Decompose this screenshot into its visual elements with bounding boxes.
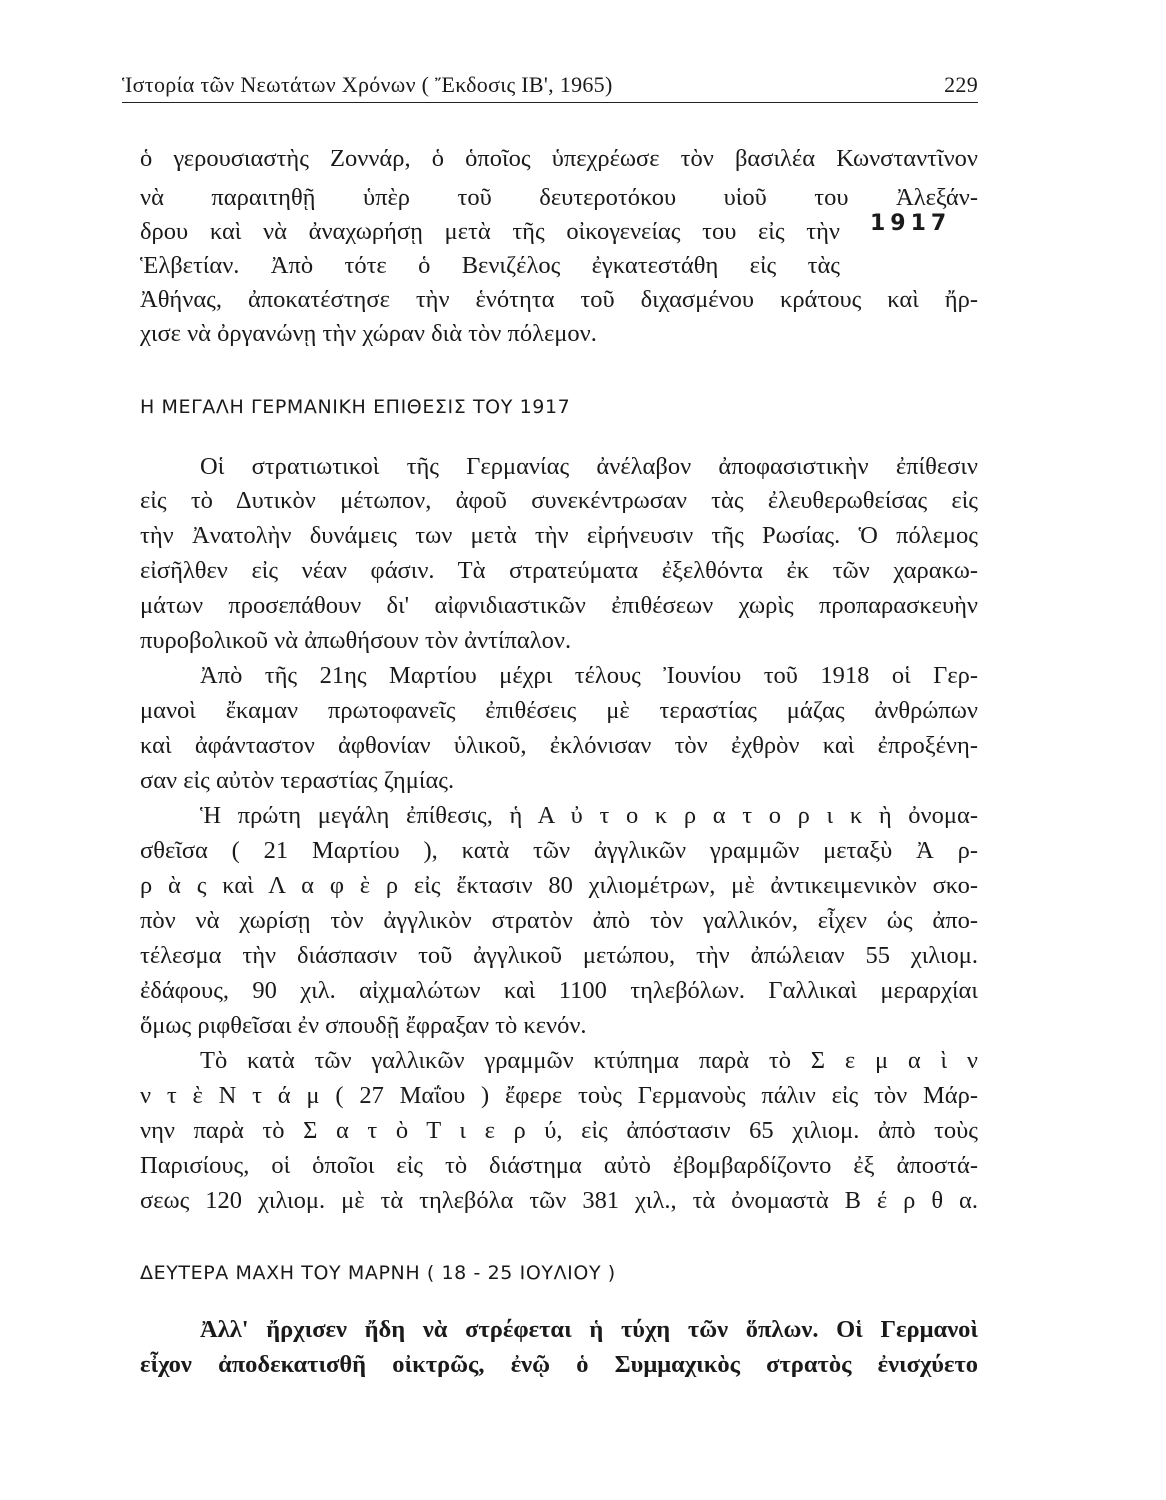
text-line: εἰς τὸ Δυτικὸν μέτωπον, ἀφοῦ συνεκέντρωσαν τὰς ἐλευθερωθείσας εἰς — [140, 487, 978, 514]
margin-year-note: 1917 — [870, 211, 952, 236]
text-line: εἰσῆλθεν εἰς νέαν φάσιν. Τὰ στρατεύματα ἐξελθόντα ἐκ τῶν χαρακω- — [140, 557, 978, 584]
text-line: Τὸ κατὰ τῶν γαλλικῶν γραμμῶν κτύπημα παρὰ τὸ Σ ε μ α ὶ ν — [200, 1047, 978, 1074]
text-line: μανοὶ ἔκαμαν πρωτοφανεῖς ἐπιθέσεις μὲ τεραστίας μάζας ἀνθρώπων — [140, 697, 978, 724]
text-line: Ἀθήνας, ἀποκατέστησε τὴν ἑνότητα τοῦ διχασμένου κράτους καὶ ἤρ- — [140, 286, 978, 313]
text-line: μάτων προσεπάθουν δι' αἰφνιδιαστικῶν ἐπιθέσεων χωρὶς προπαρασκευὴν — [140, 592, 978, 619]
text-line: πὸν νὰ χωρίσῃ τὸν ἀγγλικὸν στρατὸν ἀπὸ τὸν γαλλικόν, εἶχεν ὡς ἀπο- — [140, 907, 978, 934]
text-line: σαν εἰς αὐτὸν τεραστίας ζημίας. — [140, 767, 455, 794]
text-line: ὅμως ριφθεῖσαι ἐν σπουδῇ ἔφραξαν τὸ κενόν. — [140, 1012, 587, 1039]
running-header — [122, 72, 978, 106]
text-line: ἐδάφους, 90 χιλ. αἰχμαλώτων καὶ 1100 τηλεβόλων. Γαλλικαὶ μεραρχίαι — [140, 977, 978, 1004]
text-line: Ἑλβετίαν. Ἀπὸ τότε ὁ Βενιζέλος ἐγκατεστάθη εἰς τὰς — [140, 252, 840, 279]
text-line: ρ ὰ ς καὶ Λ α φ ὲ ρ εἰς ἔκτασιν 80 χιλιομέτρων, μὲ ἀντικειμενικὸν σκο- — [140, 872, 978, 899]
text-line: νην παρὰ τὸ Σ α τ ὸ Τ ι ε ρ ύ, εἰς ἀπόστασιν 65 χιλιομ. ἀπὸ τοὺς — [140, 1117, 978, 1144]
text-line: χισε νὰ ὀργανώνῃ τὴν χώραν διὰ τὸν πόλεμον. — [140, 320, 597, 347]
text-line: τέλεσμα τὴν διάσπασιν τοῦ ἀγγλικοῦ μετώπου, τὴν ἀπώλειαν 55 χιλιομ. — [140, 942, 978, 969]
text-line: ὁ γερουσιαστὴς Ζοννάρ, ὁ ὁποῖος ὑπεχρέωσε τὸν βασιλέα Κωνσταντῖνον — [140, 145, 978, 172]
text-line: νὰ παραιτηθῇ ὑπὲρ τοῦ δευτεροτόκου υἱοῦ του Ἀλεξάν- — [140, 184, 978, 211]
text-line: εἶχον ἀποδεκατισθῆ οἰκτρῶς, ἐνῷ ὁ Συμμαχικὸς στρατὸς ἐνισχύετο — [140, 1351, 978, 1378]
text-line: πυροβολικοῦ νὰ ἀπωθήσουν τὸν ἀντίπαλον. — [140, 627, 572, 654]
text-line: Παρισίους, οἱ ὁποῖοι εἰς τὸ διάστημα αὐτὸ ἐβομβαρδίζοντο ἐξ ἀποστά- — [140, 1152, 978, 1179]
text-line: Οἱ στρατιωτικοὶ τῆς Γερμανίας ἀνέλαβον ἀποφασιστικὴν ἐπίθεσιν — [200, 453, 978, 480]
text-line: Ἀλλ' ἤρχισεν ἤδη νὰ στρέφεται ἡ τύχη τῶν ὅπλων. Οἱ Γερμανοὶ — [200, 1316, 978, 1343]
text-line: ν τ ὲ Ν τ ά μ ( 27 Μαΐου ) ἔφερε τοὺς Γερμανοὺς πάλιν εἰς τὸν Μάρ- — [140, 1082, 978, 1109]
text-line: τὴν Ἀνατολὴν δυνάμεις των μετὰ τὴν εἰρήνευσιν τῆς Ρωσίας. Ὁ πόλεμος — [140, 522, 978, 549]
text-line: σεως 120 χιλιομ. μὲ τὰ τηλεβόλα τῶν 381 χιλ., τὰ ὀνομαστὰ Β έ ρ θ α. — [140, 1187, 978, 1214]
text-line: Ἀπὸ τῆς 21ης Μαρτίου μέχρι τέλους Ἰουνίου τοῦ 1918 οἱ Γερ- — [200, 662, 978, 689]
page-number: 229 — [944, 72, 978, 97]
section-heading: Η ΜΕΓΑΛΗ ΓΕΡΜΑΝΙΚΗ ΕΠΙΘΕΣΙΣ ΤΟΥ 1917 — [140, 396, 571, 418]
running-title: Ἱστορία τῶν Νεωτάτων Χρόνων ( Ἔκδοσις ΙΒ', 1965) — [122, 72, 613, 97]
section-heading: ΔΕΥΤΕΡΑ ΜΑΧΗ ΤΟΥ ΜΑΡΝΗ ( 18 - 25 ΙΟΥΛΙΟΥ ) — [140, 1262, 616, 1284]
text-line: Ἡ πρώτη μεγάλη ἐπίθεσις, ἡ Α ὐ τ ο κ ρ α τ ο ρ ι κ ὴ ὀνομα- — [200, 802, 978, 829]
header-rule — [122, 102, 978, 103]
text-line: καὶ ἀφάνταστον ἀφθονίαν ὑλικοῦ, ἐκλόνισαν τὸν ἐχθρὸν καὶ ἐπροξένη- — [140, 732, 978, 759]
text-line: σθεῖσα ( 21 Μαρτίου ), κατὰ τῶν ἀγγλικῶν γραμμῶν μεταξὺ Ἀ ρ- — [140, 837, 978, 864]
text-line: δρου καὶ νὰ ἀναχωρήσῃ μετὰ τῆς οἰκογενείας του εἰς τὴν — [140, 218, 840, 245]
